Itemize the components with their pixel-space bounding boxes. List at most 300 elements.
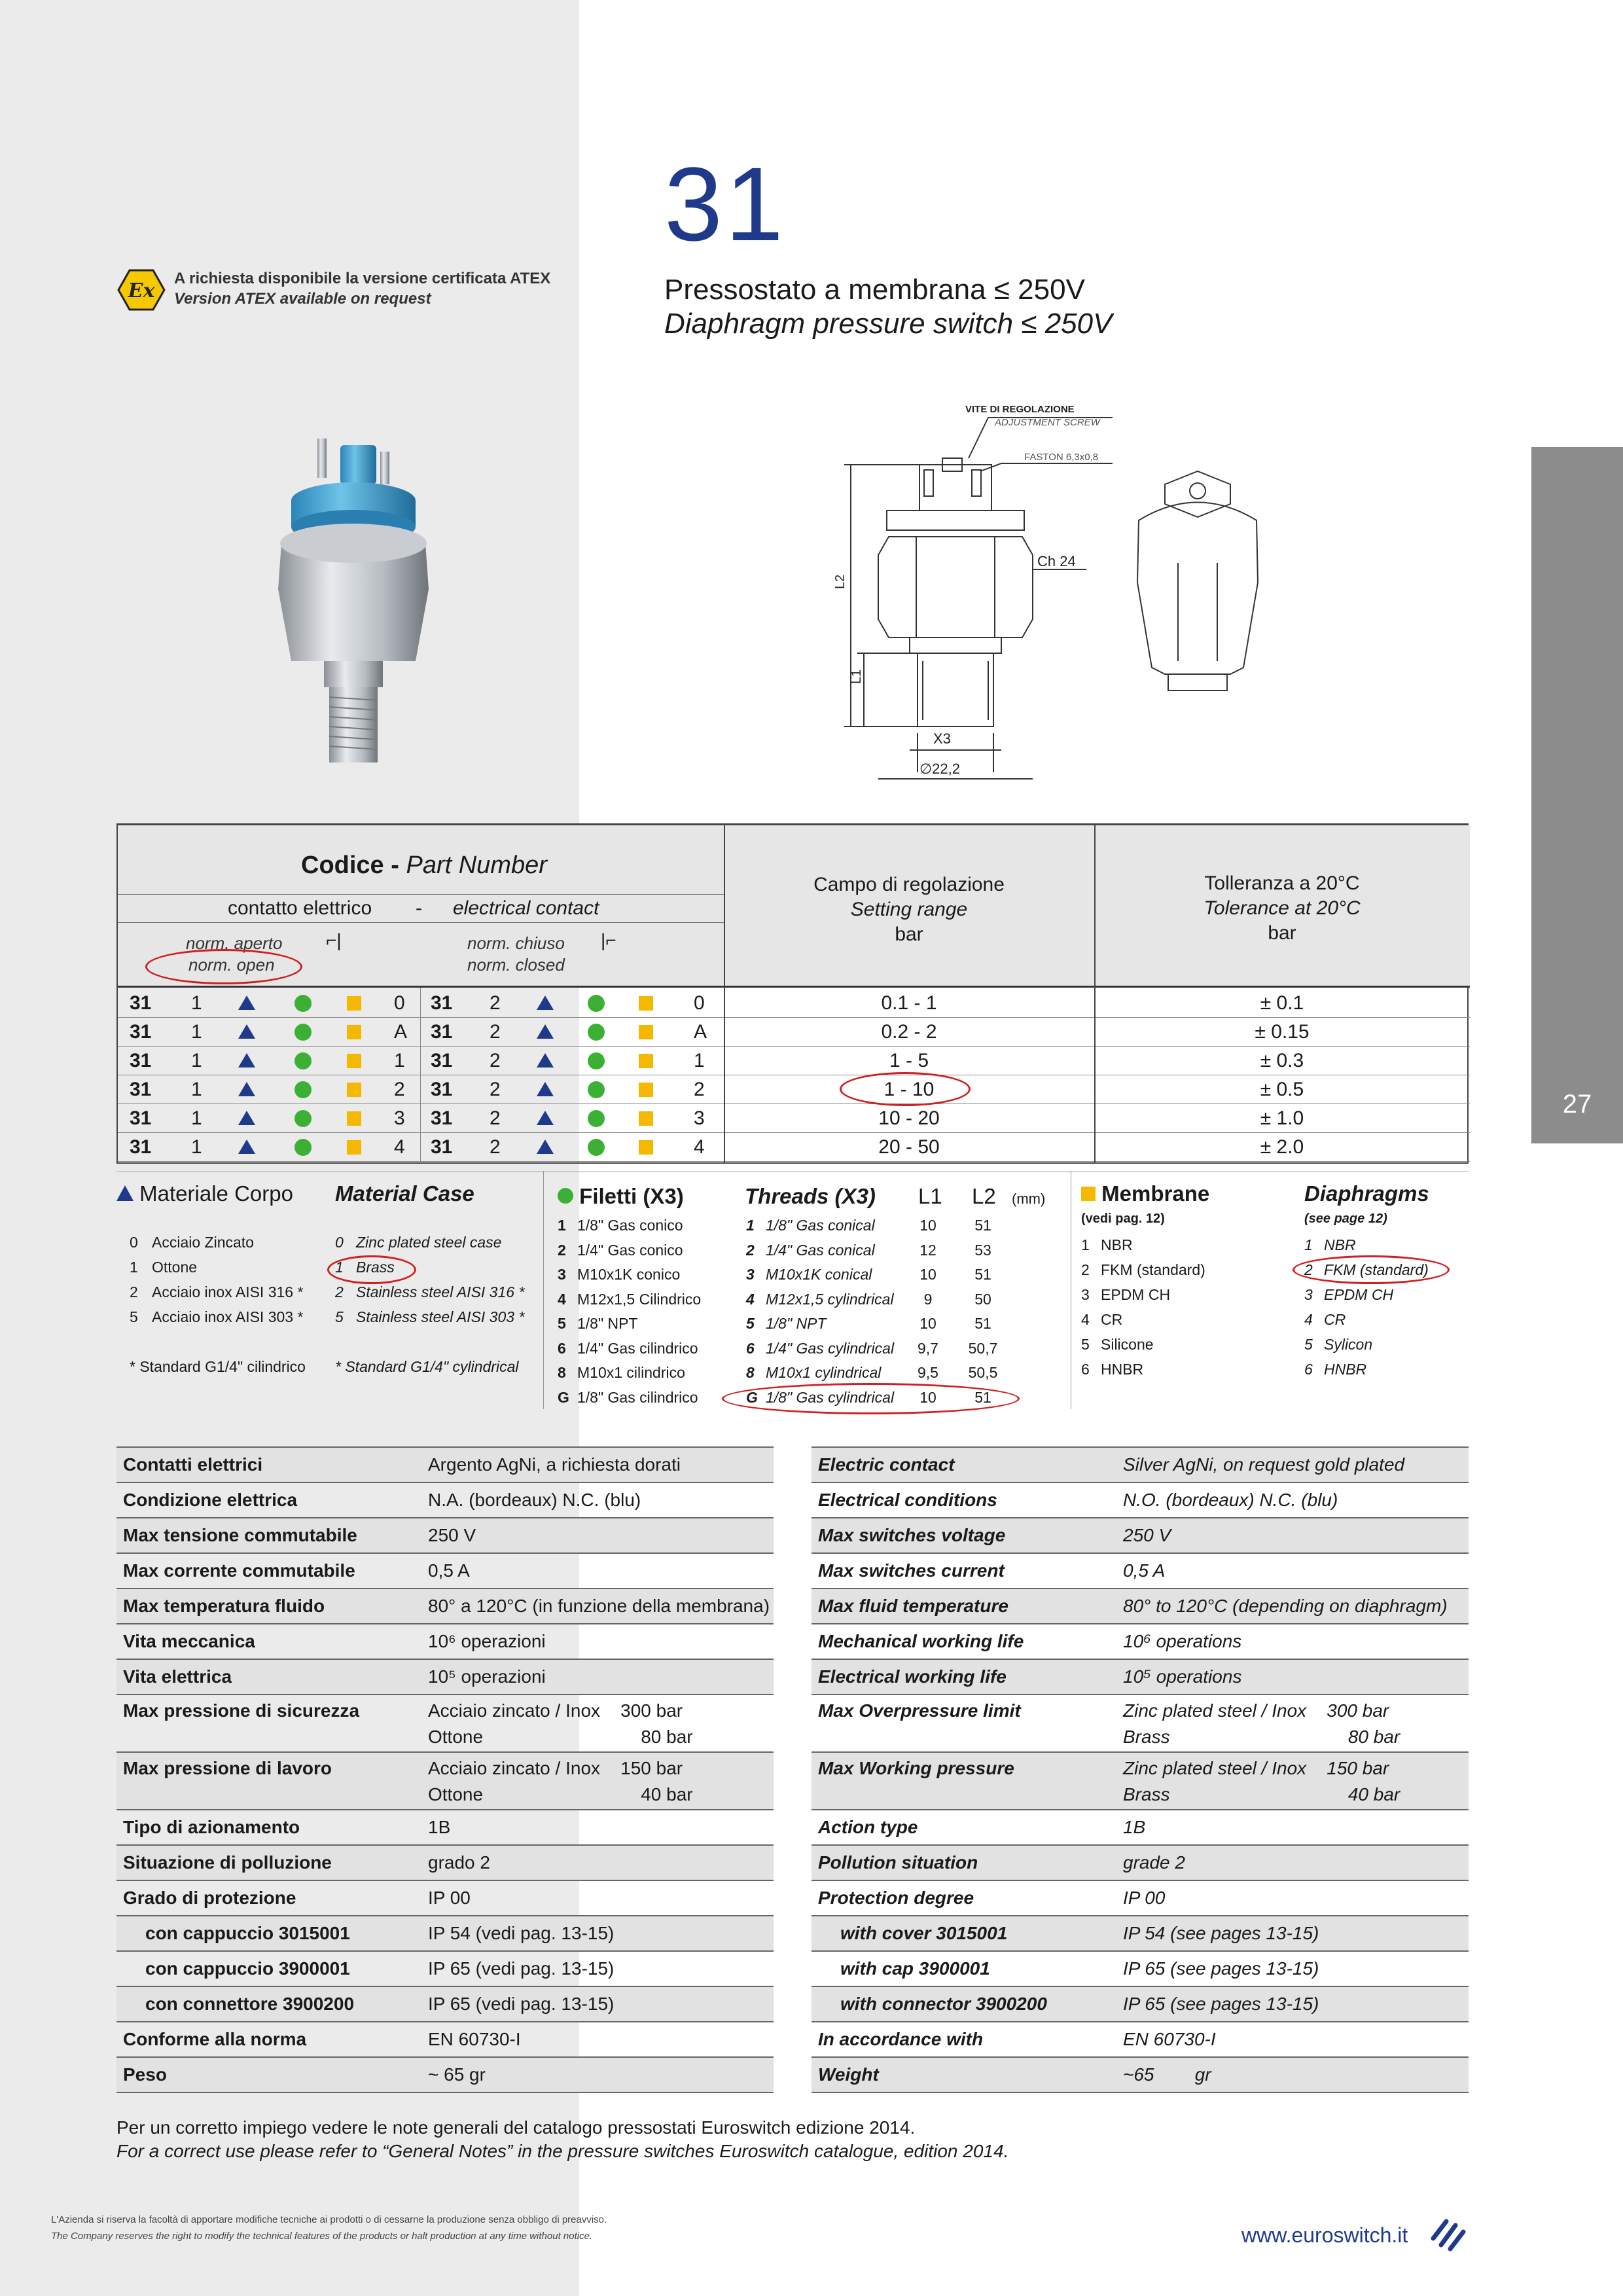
diaphragm-heading-en: Diaphragms (1304, 1181, 1429, 1206)
diaphragm-name-en: HNBR (1324, 1361, 1367, 1378)
contact-label-en: electrical contact (453, 897, 599, 919)
spec-label: Condizione elettrica (123, 1490, 298, 1510)
spec-value-line: IP 65 (vedi pag. 13-15) (428, 1958, 615, 1979)
material-note-it: * Standard G1/4" cilindrico (130, 1358, 306, 1375)
thread-l2: 51 (974, 1388, 991, 1406)
triangle-icon (537, 1082, 554, 1096)
square-icon (347, 1025, 361, 1039)
spec-value-line: ~ 65 gr (428, 2064, 486, 2085)
table-header (118, 825, 1470, 988)
material-note-en: * Standard G1/4" cylindrical (335, 1358, 519, 1375)
spec-row (116, 1846, 774, 1881)
thread-l2: 53 (974, 1241, 991, 1259)
thread-l1: 10 (919, 1217, 936, 1234)
spec-label: Pollution situation (818, 1852, 978, 1873)
atex-line-en: Version ATEX available on request (174, 290, 431, 308)
circle-icon (294, 995, 312, 1012)
spec-value (1123, 1624, 1241, 1659)
thread-code-en: 4 (746, 1290, 755, 1308)
spec-value (1123, 1881, 1165, 1915)
legend-area (116, 1172, 1469, 1408)
spec-value-line: IP 54 (vedi pag. 13-15) (428, 1923, 615, 1943)
tol-heading-en: Tolerance at 20°C (1204, 897, 1361, 919)
spec-value (428, 1589, 770, 1623)
material-heading-en: Material Case (335, 1181, 474, 1206)
spec-value (1123, 2022, 1216, 2056)
triangle-icon (116, 1185, 134, 1201)
page-tab (1531, 447, 1623, 1143)
thread-code: 3 (558, 1266, 566, 1283)
spec-value-line: Acciaio zincato / Inox 150 bar (428, 1758, 683, 1778)
atex-icon (116, 268, 166, 312)
circle-icon (588, 995, 605, 1012)
spec-label: Max Working pressure (818, 1758, 1014, 1778)
diaphragm-code: 2 (1081, 1261, 1090, 1278)
circle-icon (294, 1139, 312, 1156)
thread-name-it: 1/4" Gas conico (577, 1241, 683, 1259)
range-heading-it: Campo di regolazione (813, 874, 1005, 895)
thread-code: 6 (558, 1339, 566, 1357)
specs-italian (116, 1446, 774, 2093)
website-link[interactable]: www.euroswitch.it (1241, 2223, 1408, 2247)
spec-label: Max pressione di sicurezza (123, 1700, 360, 1721)
atex-line-it: A richiesta disponibile la versione certificata ATEX (174, 270, 551, 287)
spec-row (116, 2022, 774, 2058)
spec-label: Mechanical working life (818, 1631, 1024, 1651)
note-italian: Per un corretto impiego vedere le note generali del catalogo pressostati Euroswitch edizione 2014. (116, 2117, 916, 2138)
spec-value-line: 1B (428, 1817, 451, 1837)
spec-row (116, 1753, 774, 1810)
spec-row (116, 1695, 774, 1753)
spec-row (812, 1518, 1469, 1554)
tolerance: ± 2.0 (1260, 1136, 1304, 1158)
annotation-circle-thread (722, 1383, 1020, 1414)
thread-l1: 10 (919, 1266, 936, 1283)
label-diameter: ∅22,2 (919, 761, 960, 777)
diaphragm-name-en: CR (1324, 1311, 1346, 1328)
material-code: 2 (130, 1283, 138, 1300)
spec-label: Electric contact (818, 1454, 955, 1475)
technical-drawing (772, 393, 1270, 792)
spec-value-line: 80° a 120°C (in funzione della membrana) (428, 1596, 770, 1616)
spec-value (1123, 1698, 1400, 1750)
thread-name-it: M10x1K conico (577, 1266, 681, 1283)
square-icon (347, 996, 361, 1011)
spec-value (428, 1987, 614, 2021)
spec-value-line: grado 2 (428, 1852, 490, 1873)
spec-value-line: EN 60730-I (1123, 2029, 1216, 2049)
spec-value-line: Ottone 40 bar (428, 1784, 693, 1804)
circle-icon (294, 1024, 312, 1041)
label-faston: FASTON 6,3x0,8 (1024, 452, 1099, 463)
contact-no: 1 (191, 1107, 202, 1129)
spec-row (812, 1660, 1469, 1695)
spec-value (1123, 1660, 1241, 1694)
spec-value-line: Ottone 80 bar (428, 1727, 693, 1747)
diaphragm-name-en: FKM (standard) (1324, 1261, 1429, 1278)
spec-value-line: IP 54 (see pages 13-15) (1123, 1923, 1319, 1943)
thread-name-en: 1/4" Gas cylindrical (766, 1339, 895, 1357)
triangle-icon (537, 1053, 554, 1067)
spec-label: Electrical working life (818, 1666, 1007, 1687)
spec-row (116, 1952, 774, 1987)
spec-label: con connettore 3900200 (145, 1994, 355, 2014)
spec-value (428, 1660, 546, 1694)
square-icon (639, 1111, 653, 1126)
code-prefix-nc: 31 (431, 992, 453, 1014)
setting-range: 20 - 50 (878, 1136, 940, 1158)
atex-note (116, 268, 550, 312)
contact-nc: 2 (490, 1136, 501, 1158)
triangle-icon (537, 996, 554, 1010)
threads-heading-en: Threads (X3) (745, 1184, 876, 1208)
range-code-nc: A (694, 1021, 707, 1043)
range-code-no: A (394, 1021, 408, 1043)
table-row (118, 1104, 1470, 1133)
spec-label: with connector 3900200 (840, 1994, 1047, 2014)
spec-label: Max fluid temperature (818, 1596, 1008, 1616)
spec-row (116, 1624, 774, 1660)
spec-label: Grado di protezione (123, 1888, 296, 1908)
diaphragm-code-en: 6 (1304, 1361, 1313, 1378)
circle-icon (558, 1188, 573, 1204)
contact-no: 1 (191, 992, 202, 1014)
square-icon (347, 1111, 361, 1126)
title-english: Diaphragm pressure switch ≤ 250V (664, 308, 1113, 340)
triangle-icon (238, 1024, 255, 1039)
spec-value (1123, 1589, 1448, 1623)
range-code-nc: 1 (694, 1050, 705, 1071)
l1-heading: L1 (918, 1184, 942, 1208)
mm-unit: (mm) (1012, 1191, 1046, 1207)
spec-row (116, 2058, 774, 2093)
spec-value-line: 10⁶ operazioni (428, 1631, 546, 1651)
annotation-circle-brass (327, 1255, 416, 1284)
circle-icon (294, 1110, 312, 1127)
spec-row (812, 1810, 1469, 1846)
diaphragm-code-en: 1 (1304, 1236, 1313, 1253)
spec-value-line: Brass 40 bar (1123, 1784, 1400, 1804)
thread-name-en: 1/4" Gas conical (766, 1241, 875, 1259)
spec-row (116, 1987, 774, 2022)
range-code-no: 4 (394, 1136, 405, 1158)
code-prefix-nc: 31 (431, 1079, 453, 1100)
diaphragm-name-it: NBR (1101, 1236, 1133, 1253)
spec-label: Action type (818, 1817, 918, 1837)
thread-l2: 50,7 (968, 1339, 998, 1357)
diaphragm-code-en: 5 (1304, 1336, 1313, 1353)
thread-l2: 50,5 (968, 1364, 998, 1381)
spec-value (1123, 1952, 1319, 1986)
thread-code-en: 3 (746, 1266, 755, 1283)
spec-row (812, 1753, 1469, 1810)
spec-row (812, 1624, 1469, 1660)
code-prefix-no: 31 (130, 1050, 152, 1071)
spec-value-line: 80° to 120°C (depending on diaphragm) (1123, 1596, 1448, 1616)
spec-row (812, 1695, 1469, 1753)
label-l2: L2 (833, 574, 847, 589)
spec-value-line: grade 2 (1123, 1852, 1185, 1873)
code-prefix-nc: 31 (431, 1021, 453, 1043)
product-code: 31 (664, 145, 786, 262)
spec-row (812, 2058, 1469, 2093)
page-number: 27 (1562, 1090, 1592, 1119)
tol-unit: bar (1268, 922, 1296, 944)
spec-label: with cap 3900001 (840, 1958, 990, 1979)
range-code-nc: 0 (694, 992, 705, 1014)
label-adjust-it: VITE DI REGOLAZIONE (965, 404, 1075, 415)
spec-label: Max corrente commutabile (123, 1560, 355, 1581)
spec-row (116, 1916, 774, 1952)
setting-range: 1 - 5 (889, 1050, 929, 1071)
thread-code: 8 (558, 1364, 566, 1381)
material-code-en: 0 (335, 1234, 344, 1251)
spec-value (1123, 1755, 1400, 1808)
spec-value-line: 1B (1123, 1817, 1146, 1837)
spec-label: Protection degree (818, 1888, 974, 1908)
spec-value (1123, 1987, 1319, 2021)
spec-value (428, 1554, 470, 1588)
annotation-circle-range (840, 1072, 971, 1106)
material-code: 1 (130, 1259, 138, 1276)
contact-nc: 2 (490, 1079, 501, 1100)
thread-name-en: 1/8" Gas cylindrical (766, 1388, 895, 1406)
spec-value (428, 1755, 693, 1808)
spec-value-line: 10⁵ operations (1123, 1666, 1242, 1687)
material-code: 5 (130, 1308, 138, 1325)
thread-code-en: 2 (746, 1241, 755, 1259)
code-prefix-nc: 31 (431, 1136, 453, 1158)
annotation-circle-fkm (1293, 1255, 1450, 1284)
spec-label: Conforme alla norma (123, 2029, 307, 2049)
spec-value-line: 10⁵ operazioni (428, 1666, 546, 1687)
spec-value (1123, 1810, 1145, 1844)
diaphragm-ref-it: (vedi pag. 12) (1081, 1211, 1165, 1226)
diaphragm-code-en: 4 (1304, 1311, 1313, 1328)
circle-icon (588, 1139, 605, 1156)
spec-value (428, 1448, 681, 1482)
spec-label: Max pressione di lavoro (123, 1758, 332, 1778)
diaphragm-name-en: Sylicon (1324, 1336, 1373, 1353)
spec-row (116, 1660, 774, 1695)
range-code-nc: 3 (694, 1107, 705, 1129)
table-row (118, 1018, 1470, 1047)
diaphragm-code: 1 (1081, 1236, 1090, 1253)
thread-code: 2 (558, 1241, 566, 1259)
square-icon (347, 1054, 361, 1068)
thread-code-en: G (746, 1388, 758, 1406)
material-code: 0 (130, 1234, 138, 1251)
thread-code-en: 6 (746, 1339, 755, 1357)
setting-range: 0.2 - 2 (881, 1021, 937, 1043)
code-prefix-nc: 31 (431, 1107, 453, 1129)
contact-nc: 2 (490, 1050, 501, 1071)
spec-row (116, 1881, 774, 1916)
svg-text:Ex: Ex (128, 279, 155, 302)
range-unit: bar (895, 924, 923, 945)
thread-l1: 12 (919, 1241, 936, 1259)
contact-label-it: contatto elettrico (228, 897, 372, 919)
spec-row (116, 1554, 774, 1589)
disclaimer-en: The Company reserves the right to modify the technical features of the products or halt production at any time without notice. (51, 2231, 593, 2242)
spec-row (116, 1589, 774, 1624)
diaphragm-code: 6 (1081, 1361, 1090, 1378)
spec-value (1123, 1916, 1319, 1950)
thread-code: 4 (558, 1290, 566, 1308)
triangle-icon (238, 1111, 255, 1125)
contact-dash: - (416, 897, 422, 919)
spec-row (812, 1589, 1469, 1624)
range-code-no: 3 (394, 1107, 405, 1129)
threads-heading: Filetti (X3) (558, 1184, 684, 1209)
spec-value-line: IP 00 (428, 1888, 471, 1908)
material-name-it: Ottone (152, 1259, 198, 1276)
triangle-icon (537, 1024, 554, 1039)
square-icon (639, 996, 653, 1011)
diaphragm-name-en: NBR (1324, 1236, 1356, 1253)
diaphragm-name-en: EPDM CH (1324, 1286, 1394, 1303)
triangle-icon (537, 1139, 554, 1154)
contact-nc: 2 (490, 992, 501, 1014)
circle-icon (588, 1081, 605, 1098)
product-photo (252, 432, 448, 779)
thread-code-en: 8 (746, 1364, 755, 1381)
spec-label: In accordance with (818, 2029, 984, 2049)
spec-value (428, 1952, 614, 1986)
thread-l2: 51 (974, 1217, 991, 1234)
contact-no: 1 (191, 1050, 202, 1071)
material-name-it: Acciaio inox AISI 316 * (152, 1283, 304, 1300)
spec-value-line: Zinc plated steel / Inox 150 bar (1123, 1758, 1389, 1778)
thread-name-en: 1/8" Gas conical (766, 1217, 875, 1234)
specs-english (812, 1446, 1469, 2093)
square-icon (639, 1140, 653, 1155)
code-prefix-no: 31 (130, 1136, 152, 1158)
label-l1: L1 (849, 669, 864, 684)
no-label-it: norm. aperto (186, 933, 283, 953)
diaphragm-ref-en: (see page 12) (1304, 1211, 1387, 1226)
spec-row (116, 1810, 774, 1846)
annotation-circle-open (145, 949, 302, 984)
material-name-en: Stainless steel AISI 316 * (356, 1283, 525, 1300)
spec-label: con cappuccio 3015001 (145, 1923, 350, 1943)
diaphragm-name-it: EPDM CH (1101, 1286, 1171, 1303)
spec-value-line: N.A. (bordeaux) N.C. (blu) (428, 1490, 641, 1510)
spec-label: Tipo di azionamento (123, 1817, 300, 1837)
range-heading-en: Setting range (850, 899, 968, 920)
thread-code: G (558, 1388, 569, 1406)
spec-row (812, 2022, 1469, 2058)
triangle-icon (537, 1111, 554, 1125)
nc-symbol-icon: |⌐ (601, 930, 616, 950)
spec-row (812, 1987, 1469, 2022)
thread-l2: 50 (974, 1290, 991, 1308)
no-symbol-icon: ⌐| (326, 930, 342, 950)
table-row (118, 989, 1470, 1018)
nc-label-en: norm. closed (467, 955, 565, 975)
spec-label: Contatti elettrici (123, 1454, 263, 1475)
material-name-en: Zinc plated steel case (356, 1234, 502, 1251)
spec-row (812, 1881, 1469, 1916)
square-icon (347, 1140, 361, 1155)
thread-l1: 9 (923, 1290, 933, 1308)
thread-code-en: 5 (746, 1315, 755, 1332)
spec-label: Electrical conditions (818, 1490, 997, 1510)
setting-range: 10 - 20 (878, 1107, 940, 1129)
nc-label-it: norm. chiuso (467, 933, 565, 953)
thread-name-it: M10x1 cilindrico (577, 1364, 685, 1381)
spec-value (1123, 1483, 1338, 1517)
euroswitch-logo-icon (1427, 2212, 1469, 2254)
thread-name-it: 1/8" NPT (577, 1315, 638, 1332)
code-prefix-no: 31 (130, 1079, 152, 1100)
spec-value-line: Zinc plated steel / Inox 300 bar (1123, 1700, 1389, 1721)
spec-label: Peso (123, 2064, 167, 2085)
thread-name-en: M12x1,5 cylindrical (766, 1290, 894, 1308)
diaphragm-name-it: Silicone (1101, 1336, 1154, 1353)
spec-row (812, 1554, 1469, 1589)
note-english: For a correct use please refer to “General Notes” in the pressure switches Euroswitch catalogue, edition 2014. (116, 2141, 1009, 2161)
diaphragm-code: 5 (1081, 1336, 1090, 1353)
material-code-en: 5 (335, 1308, 344, 1325)
range-code-no: 1 (394, 1050, 405, 1071)
thread-code: 1 (558, 1217, 566, 1234)
square-icon (1081, 1187, 1096, 1201)
square-icon (639, 1054, 653, 1068)
tolerance: ± 0.15 (1255, 1021, 1310, 1043)
spec-label: Max switches voltage (818, 1525, 1006, 1545)
material-code-en: 2 (335, 1283, 344, 1300)
spec-row (116, 1448, 774, 1483)
material-name-en: Stainless steel AISI 303 * (356, 1308, 525, 1325)
triangle-icon (238, 1139, 255, 1154)
spec-value (428, 1483, 641, 1517)
spec-row (116, 1518, 774, 1554)
spec-label: con cappuccio 3900001 (145, 1958, 350, 1979)
tolerance: ± 0.5 (1260, 1079, 1304, 1100)
thread-code-en: 1 (746, 1217, 755, 1234)
spec-value (428, 1698, 693, 1750)
spec-row (812, 1483, 1469, 1518)
spec-label: Max switches current (818, 1560, 1005, 1581)
spec-label: Vita meccanica (123, 1631, 255, 1651)
triangle-icon (238, 1053, 255, 1067)
spec-value-line: IP 00 (1123, 1888, 1166, 1908)
spec-label: Max Overpressure limit (818, 1700, 1021, 1721)
circle-icon (294, 1081, 312, 1098)
code-prefix-no: 31 (130, 992, 152, 1014)
code-prefix-no: 31 (130, 1021, 152, 1043)
spec-value-line: Argento AgNi, a richiesta dorati (428, 1454, 681, 1475)
diaphragm-code-en: 2 (1304, 1261, 1313, 1278)
spec-value-line: N.O. (bordeaux) N.C. (blu) (1123, 1490, 1338, 1510)
table-row (118, 1133, 1470, 1162)
label-ch: Ch 24 (1037, 553, 1076, 569)
spec-value (428, 2058, 486, 2092)
contact-nc: 2 (490, 1021, 501, 1043)
spec-value-line: Brass 80 bar (1123, 1727, 1400, 1747)
spec-value (428, 1846, 490, 1880)
thread-name-it: 1/4" Gas cilindrico (577, 1339, 698, 1357)
spec-value-line: IP 65 (vedi pag. 13-15) (428, 1994, 615, 2014)
spec-label: Vita elettrica (123, 1666, 232, 1687)
spec-row (116, 1483, 774, 1518)
code-prefix-no: 31 (130, 1107, 152, 1129)
spec-label: Max tensione commutabile (123, 1525, 357, 1545)
square-icon (639, 1025, 653, 1039)
range-code-nc: 4 (694, 1136, 705, 1158)
circle-icon (588, 1052, 605, 1069)
